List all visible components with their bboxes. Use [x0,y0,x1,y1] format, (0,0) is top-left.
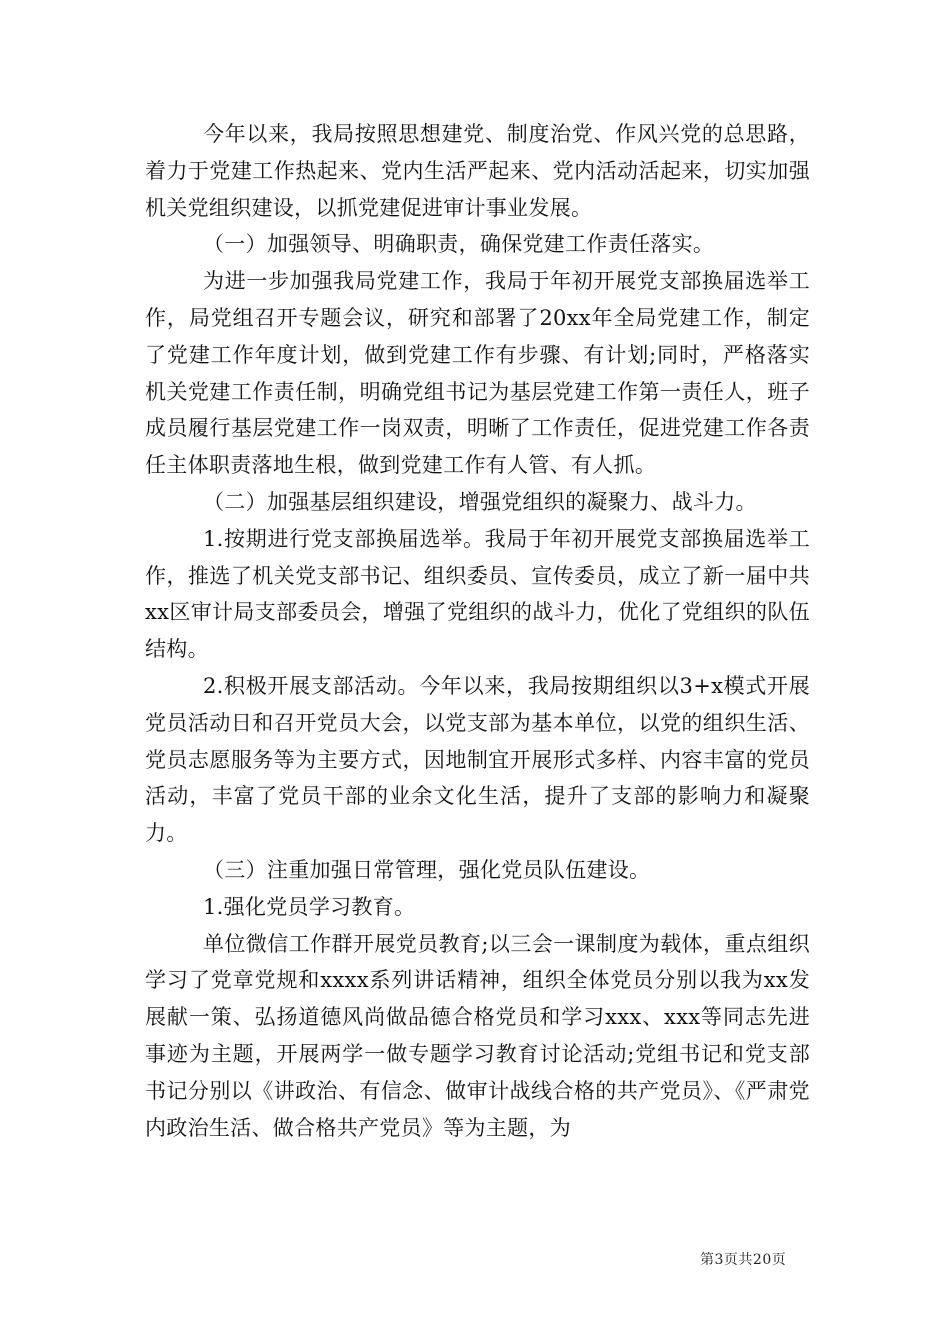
sub-heading-study: 1.强化党员学习教育。 [203,894,416,919]
section-heading-1: （一）加强领导、明确职责，确保党建工作责任落实。 [203,232,715,257]
paragraph-item-activities: 2.积极开展支部活动。今年以来，我局按期组织以3+x模式开展党员活动日和召开党员大会，以党支部为基本单位，以党的组织生活、党员志愿服务等为主要方式，因地制宜开展形式多样、内容丰富的党员活动，丰富了党员干部的业余文化生活，提升了支部的影响力和凝聚力。 [145,673,810,846]
paragraph-section-1: 为进一步加强我局党建工作，我局于年初开展党支部换届选举工作，局党组召开专题会议，研究和部署了20xx年全局党建工作，制定了党建工作年度计划，做到党建工作有步骤、有计划;同时，严格落实机关党建工作责任制，明确党组书记为基层党建工作第一责任人，班子成员履行基层党建工作一岗双责，明晰了工作责任，促进党建工作各责任主体职责落地生根，做到党建工作有人管、有人抓。 [145,269,810,478]
paragraph-study: 单位微信工作群开展党员教育;以三会一课制度为载体，重点组织学习了党章党规和xxxx系列讲话精神，组织全体党员分别以我为xx发展献一策、弘扬道德风尚做品德合格党员和学习xxx、xxx等同志先进事迹为主题，开展两学一做专题学习教育讨论活动;党组书记和党支部书记分别以《讲政治、有信念、做审计战线合格的共产党员》、《严肃党内政治生活、做合格共产党员》等为主题，为 [145,931,810,1140]
page-number: 第3页共20页 [700,1252,787,1268]
section-heading-2: （二）加强基层组织建设，增强党组织的凝聚力、战斗力。 [203,489,757,514]
section-heading-3: （三）注重加强日常管理，强化党员队伍建设。 [203,857,651,882]
document-body [145,116,810,1146]
paragraph-intro: 今年以来，我局按照思想建党、制度治党、作风兴党的总思路，着力于党建工作热起来、党内生活严起来、党内活动活起来，切实加强机关党组织建设，以抓党建促进审计事业发展。 [145,122,810,220]
paragraph-item-election: 1.按期进行党支部换届选举。我局于年初开展党支部换届选举工作，推选了机关党支部书记、组织委员、宣传委员，成立了新一届中共xx区审计局支部委员会，增强了党组织的战斗力，优化了党组织的队伍结构。 [145,526,810,662]
